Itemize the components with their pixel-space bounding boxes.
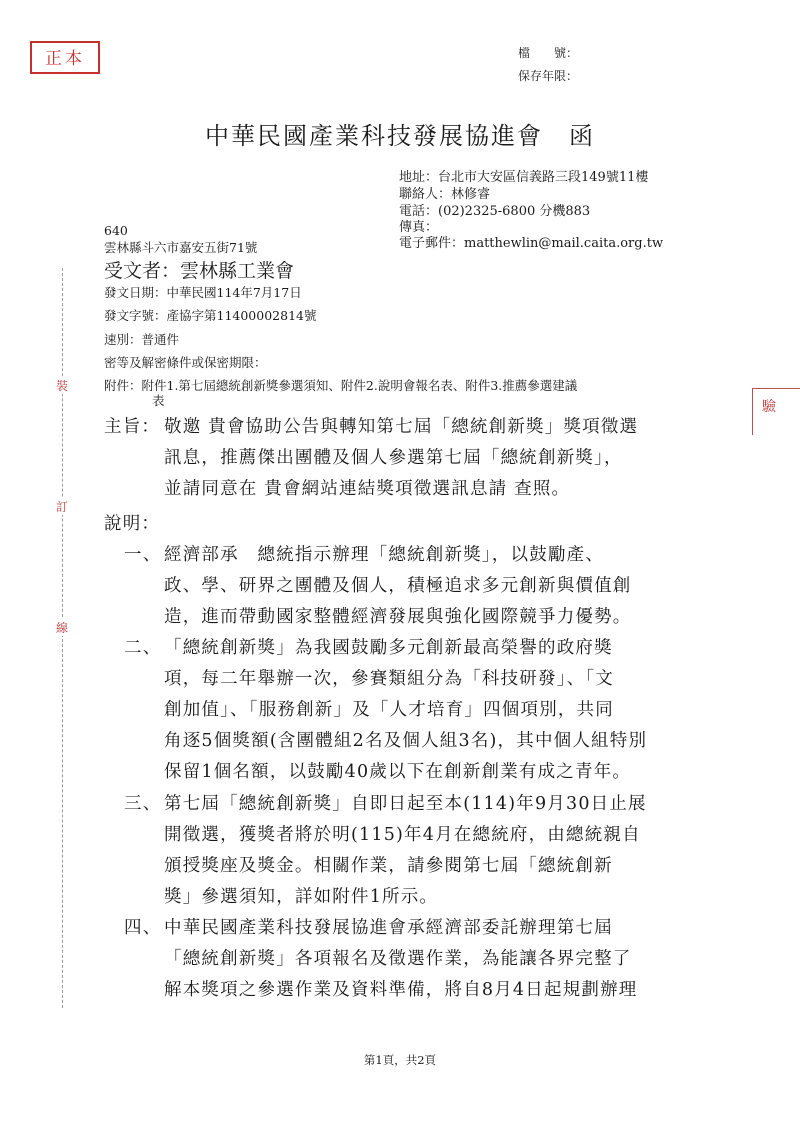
attachments: 附件：附件1.第七屆總統創新獎參選須知、附件2.說明會報名表、附件3.推薦參選建議 — [104, 378, 578, 393]
delivery-speed: 速別：普通件 — [104, 332, 180, 347]
subject-line: 並請同意在 貴會網站連結獎項徵選訊息請 查照。 — [164, 479, 571, 499]
item-line: 項，每二年舉辦一次，參賽類組分為「科技研發」、「文 — [164, 669, 614, 689]
document-title: 中華民國產業科技發展協進會 函 — [205, 122, 595, 150]
archive-retention-period: 保存年限： — [518, 69, 579, 83]
recipient: 受文者：雲林縣工業會 — [104, 260, 295, 282]
item-line: 「總統創新獎」為我國鼓勵多元創新最高榮譽的政府獎 — [164, 638, 613, 658]
recipient-postal-code: 640 — [104, 223, 128, 238]
classification: 密等及解密條件或保密期限： — [104, 355, 267, 370]
explanation-item-4 — [164, 913, 637, 1006]
item-line: 頒授獎座及獎金。相關作業，請參閱第七屆「總統創新 — [164, 856, 613, 876]
archive-file-number: 檔 號： — [518, 46, 579, 60]
subject-line: 敬邀 貴會協助公告與轉知第七屆「總統創新獎」獎項徵選 — [164, 417, 639, 437]
explanation-item-1 — [164, 540, 632, 633]
item-line: 政、學、研界之團體及個人，積極追求多元創新與價值創 — [164, 576, 632, 596]
binding-char-2: 訂 — [55, 500, 68, 514]
binding-char-3: 線 — [55, 621, 68, 635]
side-seal-text: 驗 — [762, 399, 776, 415]
item-line: 「總統創新獎」各項報名及徵選作業，為能讓各界完整了 — [164, 949, 632, 969]
item-line: 創加值」、「服務創新」及「人才培育」四個項別，共同 — [164, 700, 614, 720]
page-number: 第1頁，共2頁 — [363, 1053, 437, 1067]
subject-label: 主旨： — [104, 417, 161, 437]
explanation-label: 說明： — [104, 514, 161, 534]
item-line: 中華民國產業科技發展協進會承經濟部委託辦理第七屆 — [164, 918, 613, 938]
item-line: 保留1個名額，以鼓勵40歲以下在創新創業有成之青年。 — [164, 762, 632, 782]
recipient-street-address: 雲林縣斗六市嘉安五街71號 — [104, 240, 258, 255]
contact-phone: 電話：(02)2325-6800 分機883 — [399, 204, 591, 219]
subject-body — [164, 412, 638, 505]
item-line: 獎」參選須知，詳如附件1所示。 — [164, 887, 439, 907]
item-marker: 一、 — [124, 545, 162, 565]
item-line: 開徵選，獲獎者將於明(115)年4月在總統府，由總統親自 — [164, 825, 641, 845]
explanation-item-2 — [164, 633, 647, 788]
binding-char-1: 裝 — [55, 379, 68, 393]
explanation-item-3 — [164, 789, 647, 913]
item-marker: 二、 — [124, 638, 162, 658]
reference-number: 發文字號：產協字第11400002814號 — [104, 308, 317, 323]
contact-person: 聯絡人：林修睿 — [399, 187, 491, 202]
item-line: 第七屆「總統創新獎」自即日起至本(114)年9月30日止展 — [164, 794, 647, 814]
subject-line: 訊息，推薦傑出團體及個人參選第七屆「總統創新獎」， — [164, 448, 623, 468]
side-seal-mark — [752, 388, 800, 435]
item-marker: 四、 — [124, 918, 162, 938]
sender-address: 地址：台北市大安區信義路三段149號11樓 — [399, 170, 649, 185]
issue-date: 發文日期：中華民國114年7月17日 — [104, 285, 302, 300]
contact-fax: 傳真： — [399, 220, 439, 235]
item-line: 經濟部承 總統指示辦理「總統創新獎」，以鼓勵產、 — [164, 545, 605, 565]
item-line: 解本獎項之參選作業及資料準備，將自8月4日起規劃辦理 — [164, 980, 638, 1000]
original-copy-stamp: 正本 — [30, 41, 100, 74]
contact-email: 電子郵件：matthewlin@mail.caita.org.tw — [399, 236, 664, 251]
attachments-continuation: 表 — [152, 393, 165, 408]
item-line: 角逐5個獎額(含團體組2名及個人組3名)，其中個人組特別 — [164, 731, 648, 751]
item-marker: 三、 — [124, 794, 162, 814]
item-line: 造，進而帶動國家整體經濟發展與強化國際競爭力優勢。 — [164, 607, 632, 627]
